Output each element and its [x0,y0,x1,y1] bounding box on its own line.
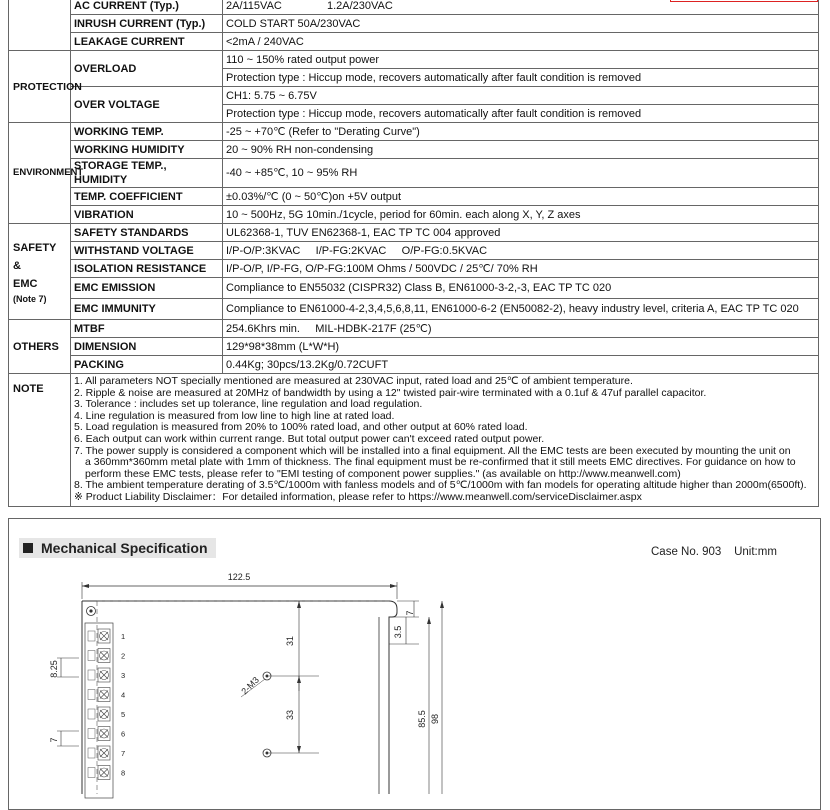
terminal-pin [88,727,125,741]
terminal-pin [88,766,125,780]
section-protection: PROTECTION [9,51,71,123]
item-inrush-current: INRUSH CURRENT (Typ.) [71,15,223,33]
item-working-temp: WORKING TEMP. [71,123,223,141]
value-overload-2: Protection type : Hiccup mode, recovers automatically after fault condition is removed [223,69,819,87]
pin-number: 8 [121,768,126,778]
terminal-pin [88,707,125,721]
item-mtbf: MTBF [71,320,223,338]
case-number: Case No. 903 Unit:mm [651,546,777,558]
note-line-7b: a 360mm*360mm metal plate with 1mm of thickness. The final equipment must be re-confirmed that it still meets EMC directives. For guidance on how to [85,456,796,469]
section-input [9,0,71,51]
dim-8-25-label: 8.25 [49,660,59,678]
note-line-7c: perform these EMC tests, please refer to "EMI testing of component power supplies." (as available on http://www.meanwell.com) [85,467,681,480]
item-safety-standards: SAFETY STANDARDS [71,224,223,242]
value-isolation-resistance: I/P-O/P, I/P-FG, O/P-FG:100M Ohms / 500VDC / 25℃/ 70% RH [223,260,819,278]
item-isolation-resistance: ISOLATION RESISTANCE [71,260,223,278]
value-mtbf: 254.6Khrs min. MIL-HDBK-217F (25℃) [223,320,819,338]
value-working-humidity: 20 ~ 90% RH non-condensing [223,141,819,159]
item-working-humidity: WORKING HUMIDITY [71,141,223,159]
pin-number: 4 [121,690,126,700]
item-dimension: DIMENSION [71,338,223,356]
dim-85-5-label: 85.5 [417,710,427,728]
value-withstand-voltage: I/P-O/P:3KVAC I/P-FG:2KVAC O/P-FG:0.5KVAC [223,242,819,260]
section-note: NOTE [9,374,71,507]
value-leakage-current: <2mA / 240VAC [223,33,819,51]
note-line-4: 4. Line regulation is measured from low line to high line at rated load. [74,409,395,422]
dim-33-label: 33 [285,709,295,721]
note-disclaimer: ※ Product Liability Disclaimer：For detailed information, please refer to https://www.meanwell.com/serviceDisclaimer.aspx [74,490,642,503]
dim-7-top-label: 7 [405,610,415,616]
note-line-5: 5. Load regulation is measured from 20% to 100% rated load, and other output at 60% rated load. [74,421,528,434]
terminal-pin [88,668,125,682]
item-vibration: VIBRATION [71,206,223,224]
dim-98-label: 98 [430,713,440,725]
item-emc-immunity: EMC IMMUNITY [71,299,223,320]
hole-spec-label: 2-M3 [239,674,261,697]
note-line-6: 6. Each output can work within current range. But total output power can't exceed rated output power. [74,432,545,445]
mechanical-drawing [9,519,820,809]
note-line-3: 3. Tolerance : includes set up tolerance, line regulation and load regulation. [74,398,423,411]
note-line-7: 7. The power supply is considered a component which will be installed into a final equipment. All the EMC tests are been executed by mounting the unit on [74,444,791,457]
dim-3-5-label: 3.5 [393,625,403,639]
section-environment: ENVIRONMENT [9,123,71,224]
mechanical-spec-title: Mechanical Specification [41,540,208,556]
value-safety-standards: UL62368-1, TUV EN62368-1, EAC TP TC 004 approved [223,224,819,242]
section-safety-emc: SAFETY & EMC (Note 7) [9,224,71,320]
item-overload: OVERLOAD [71,51,223,87]
terminal-block [85,623,125,798]
terminal-pin [88,649,125,663]
mechanical-spec-panel [8,518,821,810]
note-line-1: 1. All parameters NOT specially mentioned are measured at 230VAC input, rated load and 25℃ of ambient temperature. [74,375,633,387]
value-working-temp: -25 ~ +70℃ (Refer to "Derating Curve") [223,123,819,141]
item-storage-temp: STORAGE TEMP., HUMIDITY [71,159,223,188]
case-outline [82,601,397,794]
item-leakage-current: LEAKAGE CURRENT [71,33,223,51]
dim-7-left-label: 7 [49,737,59,743]
value-emc-emission: Compliance to EN55032 (CISPR32) Class B, EN61000-3-2,-3, EAC TP TC 020 [223,278,819,299]
terminal-pin [88,746,125,760]
terminal-pin [88,629,125,643]
value-temp-coefficient: ±0.03%/℃ (0 ~ 50℃)on +5V output [223,188,819,206]
dim-width-label: 122.5 [227,572,251,582]
value-emc-immunity: Compliance to EN61000-4-2,3,4,5,6,8,11, EN61000-6-2 (EN50082-2), heavy industry level, criteria A, EAC TP TC 020 [223,299,819,320]
item-over-voltage: OVER VOLTAGE [71,87,223,123]
pin-number: 6 [121,729,126,739]
note-line-8: 8. The ambient temperature derating of 3.5℃/1000m with fanless models and of 5℃/1000m with fan models for operating altitude higher than 2000m(6500ft). [74,479,807,492]
item-temp-coefficient: TEMP. COEFFICIENT [71,188,223,206]
value-storage-temp: -40 ~ +85℃, 10 ~ 95% RH [223,159,819,188]
value-overload-1: 110 ~ 150% rated output power [223,51,819,69]
item-withstand-voltage: WITHSTAND VOLTAGE [71,242,223,260]
section-others: OTHERS [9,320,71,374]
value-over-voltage-2: Protection type : Hiccup mode, recovers automatically after fault condition is removed [223,105,819,123]
value-inrush-current: COLD START 50A/230VAC [223,15,819,33]
pin-number: 5 [121,710,126,719]
value-over-voltage-1: CH1: 5.75 ~ 6.75V [223,87,819,105]
dim-31-label: 31 [285,635,295,647]
pin-number: 7 [121,749,126,758]
pin-number: 1 [121,632,126,641]
value-vibration: 10 ~ 500Hz, 5G 10min./1cycle, period for 60min. each along X, Y, Z axes [223,206,819,224]
pin-number: 3 [121,671,126,680]
spec-table [8,0,819,507]
terminal-body [85,623,113,798]
notes-block [71,374,819,507]
value-dimension: 129*98*38mm (L*W*H) [223,338,819,356]
terminal-pin [88,688,125,702]
item-emc-emission: EMC EMISSION [71,278,223,299]
item-packing: PACKING [71,356,223,374]
value-ac-current: 2A/115VAC 1.2A/230VAC [223,0,819,15]
pin-number: 2 [121,651,126,661]
value-packing: 0.44Kg; 30pcs/13.2Kg/0.72CUFT [223,356,819,374]
note-line-2: 2. Ripple & noise are measured at 20MHz of bandwidth by using a 12" twisted pair-wire terminated with a 0.1uf & 47uf parallel capacitor. [74,386,707,399]
item-ac-current: AC CURRENT (Typ.) [71,0,223,15]
